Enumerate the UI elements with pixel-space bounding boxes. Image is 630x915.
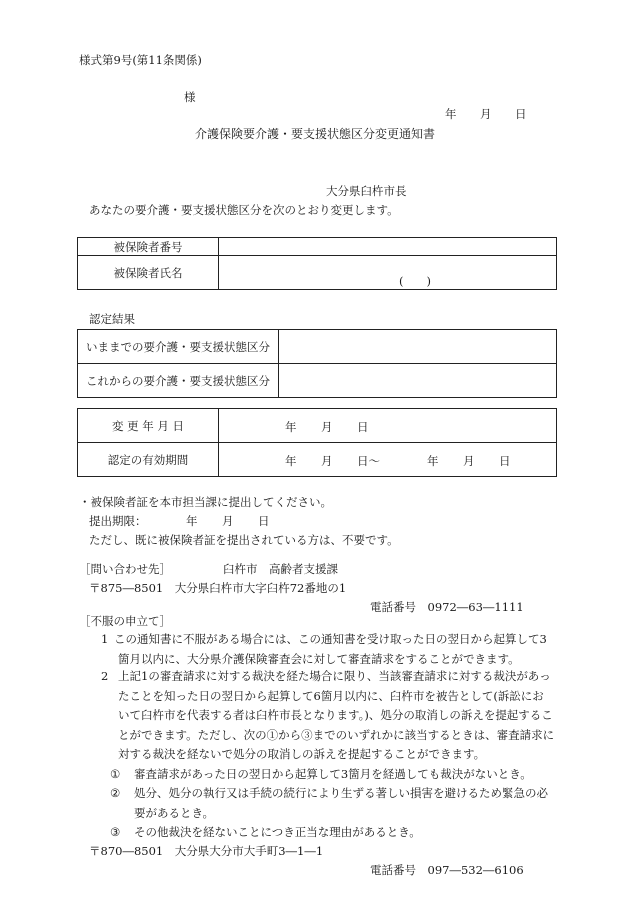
new-status-label: これからの要介護・要支援状態区分 bbox=[78, 364, 279, 398]
form-number: 様式第9号(第11条関係) bbox=[79, 53, 202, 67]
date-year: 年 bbox=[445, 107, 457, 121]
submission-line3: ただし、既に被保険者証を提出されている方は、不要です。 bbox=[89, 533, 399, 547]
appeal-item2-text: 上記1の審査請求に対する裁決を経た場合に限り、当該審査請求に対する裁決があったことを知った日の翌日から起算して6箇月以内に、臼杵市を被告として(訴訟において臼杵市を代表する者は臼杵市長となります。)、処分の取消しの訴えを提起することができます。ただし、次の①から③までのいずれかに該当するときは、審査請求に対する裁決を経ないで処分の取消しの訴えを提起することができます。 bbox=[118, 669, 555, 761]
validity-start-year: 年 bbox=[285, 454, 297, 468]
submission-line1: ・被保険者証を本市担当課に提出してください。 bbox=[79, 495, 332, 509]
appeal-sub2-text: 処分、処分の執行又は手続の続行により生ずる著しい損害を避けるため緊急の必要があるとき。 bbox=[134, 786, 548, 820]
previous-status-value bbox=[279, 330, 557, 364]
appeal-sub1-text: 審査請求があった日の翌日から起算して3箇月を経過しても裁決がないとき。 bbox=[134, 767, 532, 781]
result-heading: 認定結果 bbox=[89, 312, 135, 326]
appeal-item1-text: この通知書に不服がある場合には、この通知書を受け取った日の翌日から起算して3箇月以内に、大分県介護保険審査会に対して審査請求をすることができます。 bbox=[114, 632, 547, 666]
contact-office: 臼杵市 高齢者支援課 bbox=[223, 562, 338, 576]
document-title: 介護保険要介護・要支援状態区分変更通知書 bbox=[195, 127, 436, 141]
insured-name-label: 被保険者氏名 bbox=[78, 256, 219, 290]
appeal-address: 〒870―8501 大分県大分市大手町3―1―1 bbox=[89, 844, 324, 858]
deadline-day: 日 bbox=[258, 514, 270, 528]
appeal-item2-number: 2 bbox=[101, 669, 109, 683]
previous-status-label: いままでの要介護・要支援状態区分 bbox=[78, 330, 279, 364]
contact-label: ［問い合わせ先］ bbox=[79, 562, 171, 576]
contact-phone: 電話番号 0972―63―1111 bbox=[370, 600, 524, 614]
appeal-sub1-mark: ① bbox=[110, 767, 121, 781]
insured-name-paren: ( ) bbox=[399, 274, 431, 288]
validity-label: 認定の有効期間 bbox=[78, 443, 219, 477]
deadline-month: 月 bbox=[222, 514, 234, 528]
appeal-sub3-text: その他裁決を経ないことにつき正当な理由があるとき。 bbox=[134, 825, 421, 839]
validity-end-day: 日 bbox=[499, 454, 511, 468]
change-date-year: 年 bbox=[285, 420, 297, 434]
change-date-label: 変 更 年 月 日 bbox=[78, 409, 219, 443]
validity-start-month: 月 bbox=[321, 454, 333, 468]
contact-address: 〒875―8501 大分県臼杵市大字臼杵72番地の1 bbox=[89, 581, 347, 595]
validity-value bbox=[219, 443, 557, 477]
appeal-sub3-mark: ③ bbox=[110, 825, 121, 839]
date-day: 日 bbox=[515, 107, 527, 121]
insured-number-value bbox=[219, 238, 557, 256]
validity-end-month: 月 bbox=[463, 454, 475, 468]
insured-number-label: 被保険者番号 bbox=[78, 238, 219, 256]
deadline-label: 提出期限： bbox=[89, 514, 147, 528]
new-status-value bbox=[279, 364, 557, 398]
submission-deadline bbox=[89, 515, 147, 529]
insured-table bbox=[77, 237, 557, 290]
intro-text: あなたの要介護・要支援状態区分を次のとおり変更します。 bbox=[89, 203, 399, 217]
appeal-heading: ［不服の申立て］ bbox=[79, 614, 171, 628]
insured-name-value bbox=[219, 256, 557, 290]
change-date-month: 月 bbox=[321, 420, 333, 434]
date-month: 月 bbox=[480, 107, 492, 121]
appeal-phone: 電話番号 097―532―6106 bbox=[370, 863, 524, 877]
deadline-year: 年 bbox=[186, 514, 198, 528]
change-date-day: 日 bbox=[357, 420, 369, 434]
appeal-item1-number: 1 bbox=[101, 632, 109, 646]
result-table bbox=[77, 329, 557, 398]
appeal-sub2-mark: ② bbox=[110, 786, 121, 800]
addressee-suffix: 様 bbox=[184, 90, 196, 104]
validity-end-year: 年 bbox=[427, 454, 439, 468]
change-date-value bbox=[219, 409, 557, 443]
issuer: 大分県臼杵市長 bbox=[326, 184, 407, 198]
dates-table bbox=[77, 408, 557, 477]
validity-start-day: 日～ bbox=[357, 454, 380, 468]
